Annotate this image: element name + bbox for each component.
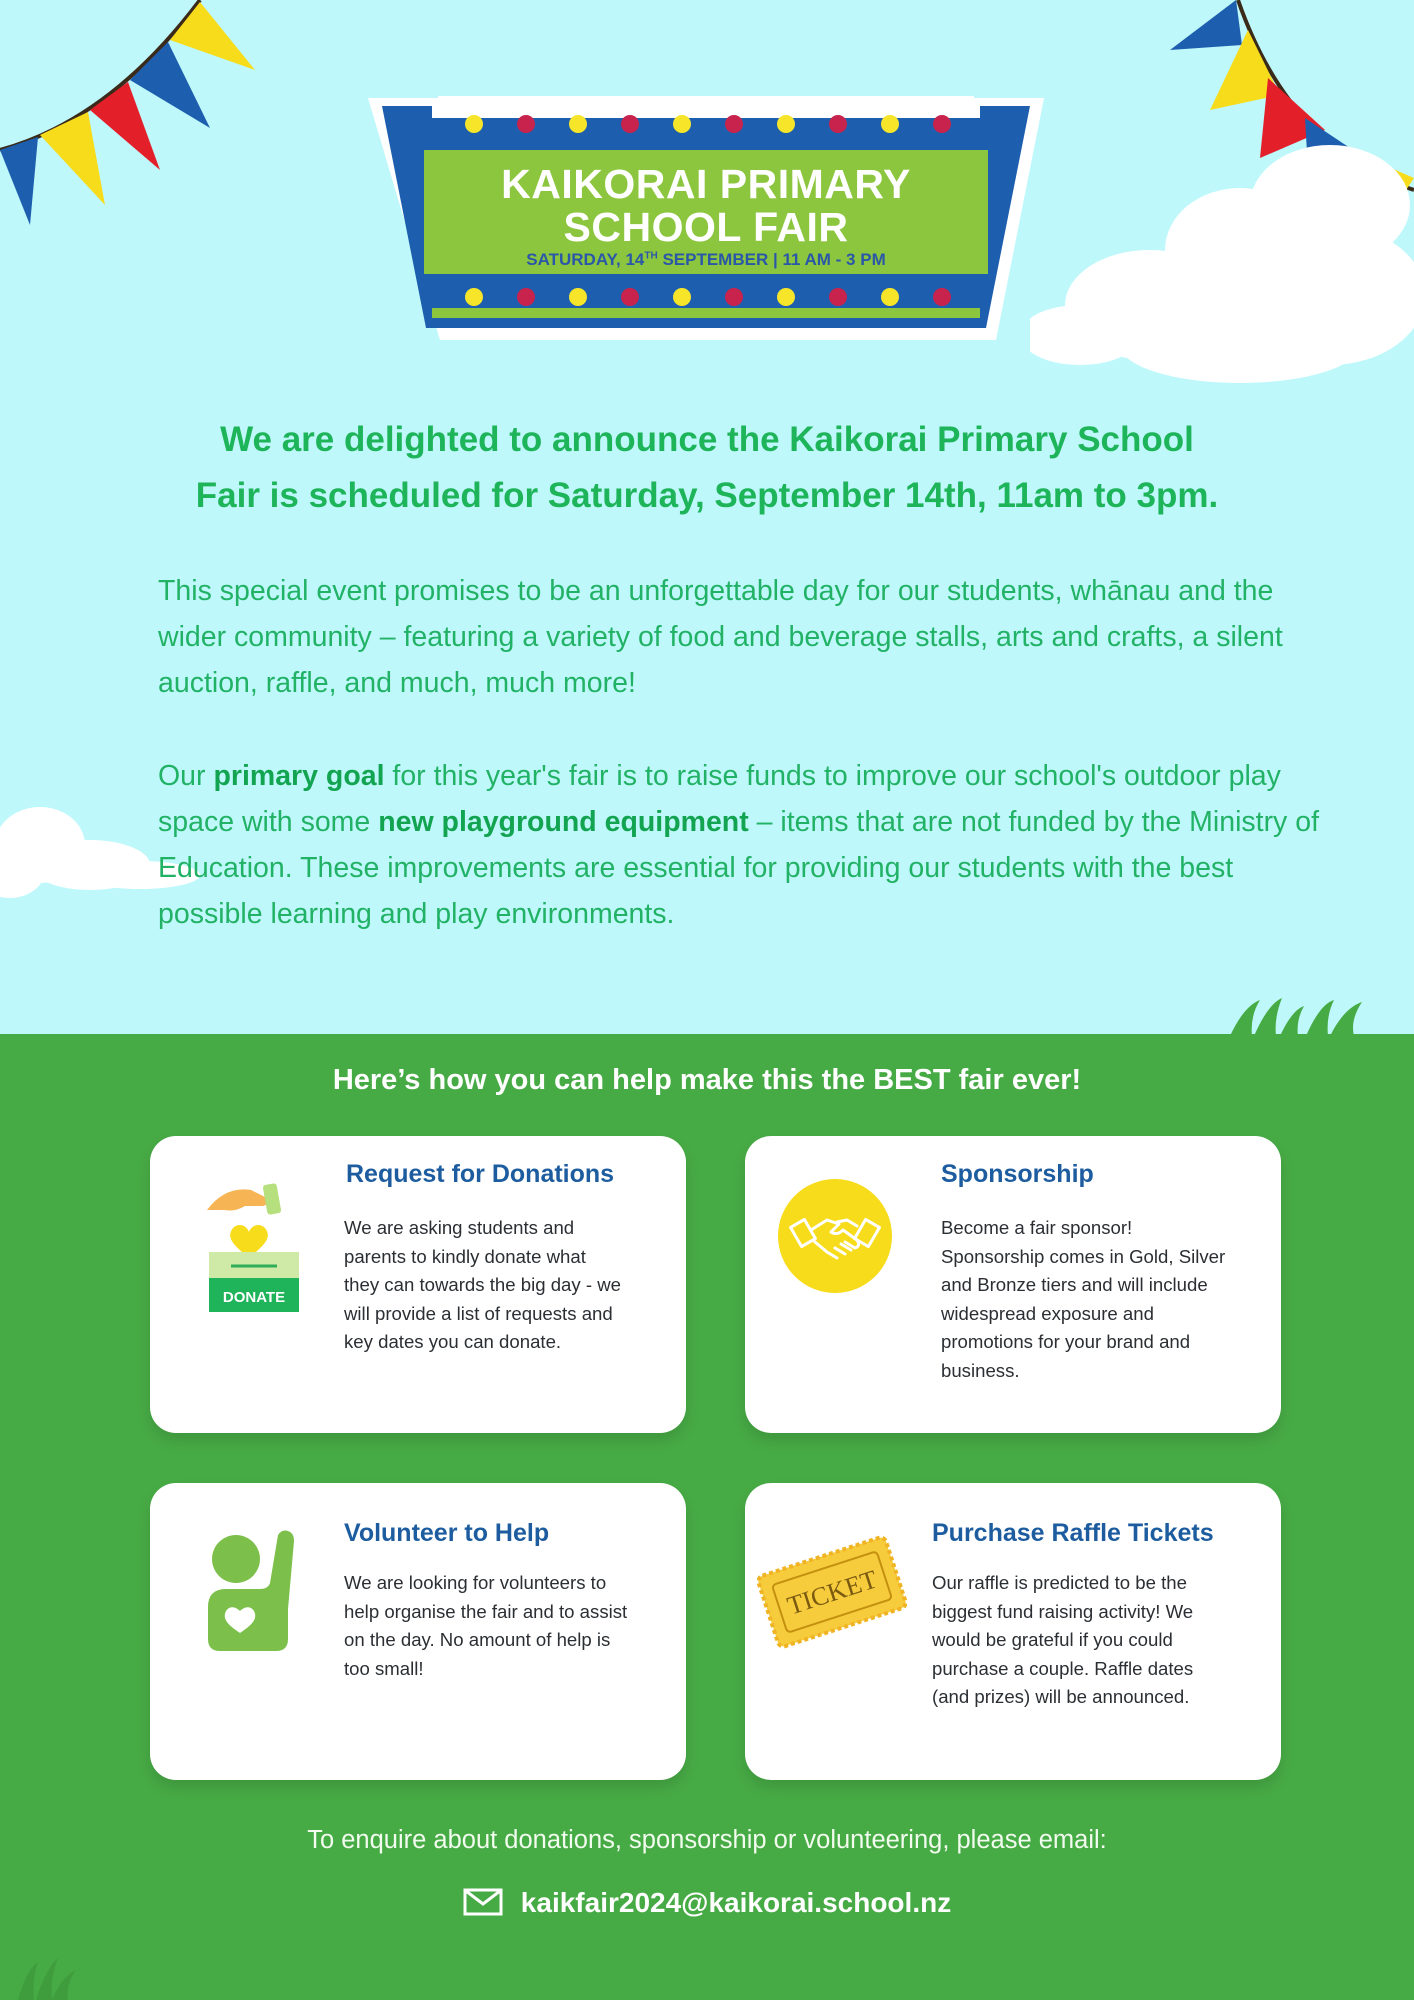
announcement-headline [140, 412, 1274, 524]
playground-equipment-text: new playground equipment [378, 806, 749, 838]
banner-title-line1: KAIKORAI PRIMARY [501, 161, 911, 207]
mail-icon [463, 1888, 503, 1916]
fair-banner [368, 92, 1044, 350]
ticket-icon [757, 1527, 907, 1657]
banner-title-line2: SCHOOL FAIR [563, 204, 849, 250]
donation-box-icon [205, 1176, 305, 1316]
card-body: Our raffle is predicted to be the biggest fund raising activity! We would be grateful if you could purchase a couple. Raffle dates (and prizes) will be announced. [932, 1572, 1194, 1707]
enquire-text: To enquire about donations, sponsorship or volunteering, please email: [307, 1826, 1107, 1854]
card-title: Volunteer to Help [344, 1519, 550, 1547]
card-donations [150, 1136, 686, 1433]
cloud-right [1030, 135, 1414, 395]
help-section-title: Here’s how you can help make this the BEST fair ever! [332, 1064, 1082, 1096]
handshake-icon [777, 1178, 893, 1294]
card-body: Become a fair sponsor! Sponsorship comes in Gold, Silver and Bronze tiers and will include widespread exposure and promotions for your brand and business. [941, 1217, 1226, 1381]
email-link[interactable]: kaikfair2024@kaikorai.school.nz [520, 1887, 952, 1918]
banner-date [368, 250, 1044, 270]
banner-date-day: SATURDAY, 14 [526, 250, 645, 269]
donate-label: DONATE [222, 1289, 286, 1306]
primary-goal-text: primary goal [213, 760, 385, 792]
intro-paragraph-2: Our primary goal for this year's fair is to raise funds to improve our school's outdoor play space with some new playground equipment – items that are not funded by the Ministry of Education. These improvements are essential for providing our students with the best possible learning and play environments. [158, 760, 1319, 930]
ticket-label: TICKET [783, 1564, 881, 1621]
bunting-left [0, 0, 270, 230]
banner-date-time: SEPTEMBER | 11 AM - 3 PM [657, 250, 886, 269]
headline-line1: We are delighted to announce the Kaikorai Primary School [220, 420, 1194, 459]
card-sponsorship [745, 1136, 1281, 1433]
card-body: We are looking for volunteers to help organise the fair and to assist on the day. No amount of help is too small! [344, 1572, 628, 1679]
intro-paragraph-1: This special event promises to be an unforgettable day for our students, whānau and the wider community – featuring a variety of food and beverage stalls, arts and crafts, a silent auction, raffle, and much, much more! [158, 575, 1283, 699]
card-body: We are asking students and parents to kindly donate what they can towards the big day - we will provide a list of requests and key dates you can donate. [344, 1217, 621, 1352]
volunteer-icon [206, 1529, 300, 1655]
card-raffle [745, 1483, 1281, 1780]
card-title: Sponsorship [941, 1160, 1094, 1188]
banner-date-suffix: TH [644, 250, 658, 262]
grass-tuft-right [1230, 998, 1370, 1038]
headline-line2: Fair is scheduled for Saturday, September 14th, 11am to 3pm. [195, 476, 1219, 515]
card-title: Request for Donations [346, 1160, 615, 1188]
email-row [0, 1887, 1414, 1919]
grass-tuft-left [18, 1956, 78, 2000]
card-title: Purchase Raffle Tickets [932, 1519, 1214, 1547]
card-volunteer [150, 1483, 686, 1780]
